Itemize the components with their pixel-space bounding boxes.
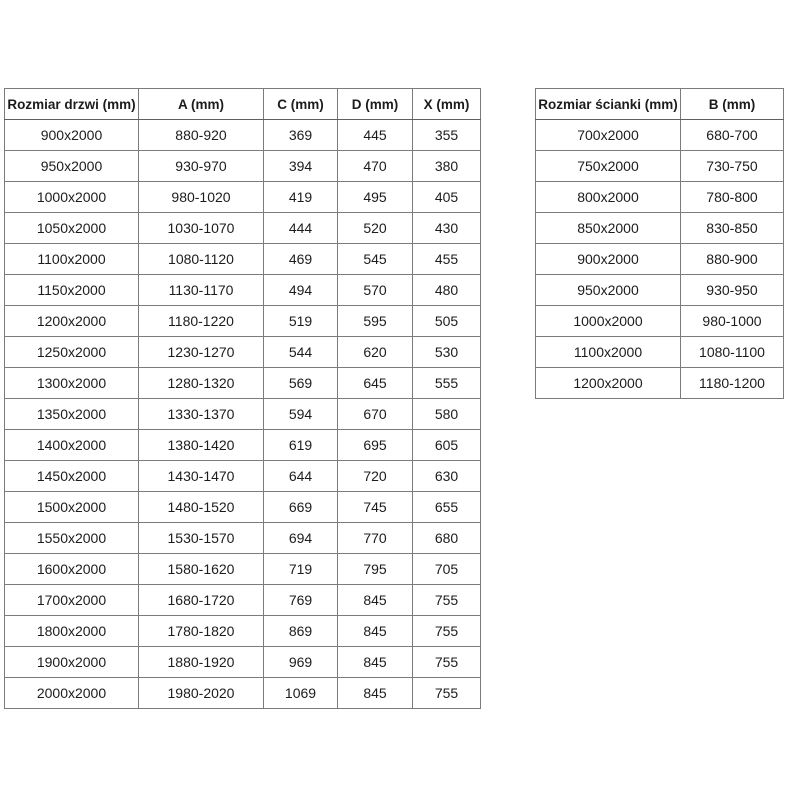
table-cell: 380: [413, 151, 481, 182]
table-row: [536, 275, 784, 306]
table-row: [5, 337, 481, 368]
table-cell: 405: [413, 182, 481, 213]
table-cell: 644: [264, 461, 338, 492]
table-cell: 694: [264, 523, 338, 554]
table-cell: 770: [338, 523, 413, 554]
table-cell: 1550x2000: [5, 523, 139, 554]
table-cell: 950x2000: [5, 151, 139, 182]
table-cell: 1500x2000: [5, 492, 139, 523]
table-cell: 645: [338, 368, 413, 399]
table-cell: 1180-1220: [139, 306, 264, 337]
table-cell: 430: [413, 213, 481, 244]
table-cell: 1700x2000: [5, 585, 139, 616]
table-cell: 755: [413, 647, 481, 678]
table-row: [5, 213, 481, 244]
table-cell: 1980-2020: [139, 678, 264, 709]
table-cell: 705: [413, 554, 481, 585]
table-cell: 1180-1200: [681, 368, 784, 399]
table-cell: 670: [338, 399, 413, 430]
table-cell: 1800x2000: [5, 616, 139, 647]
table-cell: 470: [338, 151, 413, 182]
table-cell: 1300x2000: [5, 368, 139, 399]
table-cell: 1430-1470: [139, 461, 264, 492]
table-cell: 1000x2000: [5, 182, 139, 213]
table-cell: 1330-1370: [139, 399, 264, 430]
column-header: B (mm): [681, 89, 784, 120]
table-cell: 1080-1120: [139, 244, 264, 275]
table-cell: 845: [338, 678, 413, 709]
door-size-table: [4, 88, 481, 709]
table-cell: 755: [413, 678, 481, 709]
table-cell: 620: [338, 337, 413, 368]
table-cell: 595: [338, 306, 413, 337]
table-cell: 745: [338, 492, 413, 523]
table-cell: 1380-1420: [139, 430, 264, 461]
table-cell: 800x2000: [536, 182, 681, 213]
table-row: [5, 585, 481, 616]
table-row: [5, 523, 481, 554]
table-cell: 900x2000: [5, 120, 139, 151]
table-row: [5, 275, 481, 306]
table-cell: 1280-1320: [139, 368, 264, 399]
table-cell: 1100x2000: [536, 337, 681, 368]
column-header: D (mm): [338, 89, 413, 120]
table-cell: 619: [264, 430, 338, 461]
table-cell: 669: [264, 492, 338, 523]
table-row: [5, 368, 481, 399]
table-cell: 394: [264, 151, 338, 182]
table-row: [536, 368, 784, 399]
table-cell: 455: [413, 244, 481, 275]
table-cell: 1100x2000: [5, 244, 139, 275]
table-row: [5, 151, 481, 182]
header-row: [536, 89, 784, 120]
table-cell: 569: [264, 368, 338, 399]
table-cell: 1230-1270: [139, 337, 264, 368]
table-row: [5, 182, 481, 213]
table-cell: 980-1020: [139, 182, 264, 213]
table-cell: 1080-1100: [681, 337, 784, 368]
table-row: [5, 461, 481, 492]
table-cell: 545: [338, 244, 413, 275]
table-cell: 355: [413, 120, 481, 151]
table-row: [5, 399, 481, 430]
table-cell: 1250x2000: [5, 337, 139, 368]
table-cell: 845: [338, 585, 413, 616]
table-cell: 720: [338, 461, 413, 492]
table-cell: 530: [413, 337, 481, 368]
table-cell: 1000x2000: [536, 306, 681, 337]
table-cell: 880-900: [681, 244, 784, 275]
table-row: [5, 120, 481, 151]
table-cell: 969: [264, 647, 338, 678]
table-row: [5, 492, 481, 523]
table-cell: 1530-1570: [139, 523, 264, 554]
table-row: [536, 244, 784, 275]
column-header: X (mm): [413, 89, 481, 120]
table-cell: 869: [264, 616, 338, 647]
table-cell: 680-700: [681, 120, 784, 151]
table-cell: 719: [264, 554, 338, 585]
table-cell: 930-970: [139, 151, 264, 182]
column-header: A (mm): [139, 89, 264, 120]
table-cell: 730-750: [681, 151, 784, 182]
table-cell: 520: [338, 213, 413, 244]
table-row: [5, 616, 481, 647]
table-cell: 755: [413, 616, 481, 647]
table-cell: 1400x2000: [5, 430, 139, 461]
table-cell: 700x2000: [536, 120, 681, 151]
table-cell: 555: [413, 368, 481, 399]
table-row: [536, 120, 784, 151]
table-cell: 845: [338, 616, 413, 647]
table-cell: 1050x2000: [5, 213, 139, 244]
table-cell: 680: [413, 523, 481, 554]
table-cell: 795: [338, 554, 413, 585]
table-row: [5, 244, 481, 275]
table-row: [5, 554, 481, 585]
table-row: [536, 151, 784, 182]
table-row: [536, 337, 784, 368]
table-cell: 1200x2000: [5, 306, 139, 337]
table-cell: 950x2000: [536, 275, 681, 306]
table-cell: 1680-1720: [139, 585, 264, 616]
table-cell: 419: [264, 182, 338, 213]
table-cell: 845: [338, 647, 413, 678]
table-cell: 830-850: [681, 213, 784, 244]
table-cell: 2000x2000: [5, 678, 139, 709]
table-cell: 1900x2000: [5, 647, 139, 678]
table-cell: 369: [264, 120, 338, 151]
table-cell: 1880-1920: [139, 647, 264, 678]
table-cell: 1600x2000: [5, 554, 139, 585]
wall-panel-size-table: [535, 88, 784, 399]
table-cell: 1480-1520: [139, 492, 264, 523]
table-cell: 630: [413, 461, 481, 492]
table-cell: 880-920: [139, 120, 264, 151]
table-cell: 605: [413, 430, 481, 461]
table-row: [536, 182, 784, 213]
table-row: [536, 306, 784, 337]
table-cell: 750x2000: [536, 151, 681, 182]
table-cell: 494: [264, 275, 338, 306]
table-cell: 1450x2000: [5, 461, 139, 492]
table-cell: 1780-1820: [139, 616, 264, 647]
table-cell: 755: [413, 585, 481, 616]
table-cell: 544: [264, 337, 338, 368]
table-cell: 850x2000: [536, 213, 681, 244]
table-row: [5, 306, 481, 337]
table-cell: 480: [413, 275, 481, 306]
table-row: [5, 430, 481, 461]
table-row: [536, 213, 784, 244]
table-cell: 1350x2000: [5, 399, 139, 430]
column-header: C (mm): [264, 89, 338, 120]
table-cell: 769: [264, 585, 338, 616]
table-row: [5, 678, 481, 709]
table-cell: 780-800: [681, 182, 784, 213]
table-cell: 1200x2000: [536, 368, 681, 399]
table-cell: 1150x2000: [5, 275, 139, 306]
table-cell: 930-950: [681, 275, 784, 306]
table-cell: 445: [338, 120, 413, 151]
table-cell: 980-1000: [681, 306, 784, 337]
column-header: Rozmiar drzwi (mm): [5, 89, 139, 120]
table-cell: 519: [264, 306, 338, 337]
table-cell: 1030-1070: [139, 213, 264, 244]
table-cell: 900x2000: [536, 244, 681, 275]
table-cell: 580: [413, 399, 481, 430]
table-cell: 655: [413, 492, 481, 523]
table-cell: 570: [338, 275, 413, 306]
table-cell: 1130-1170: [139, 275, 264, 306]
header-row: [5, 89, 481, 120]
table-cell: 469: [264, 244, 338, 275]
table-cell: 505: [413, 306, 481, 337]
table-row: [5, 647, 481, 678]
table-cell: 495: [338, 182, 413, 213]
column-header: Rozmiar ścianki (mm): [536, 89, 681, 120]
table-cell: 1580-1620: [139, 554, 264, 585]
table-cell: 594: [264, 399, 338, 430]
table-cell: 1069: [264, 678, 338, 709]
table-cell: 444: [264, 213, 338, 244]
table-cell: 695: [338, 430, 413, 461]
